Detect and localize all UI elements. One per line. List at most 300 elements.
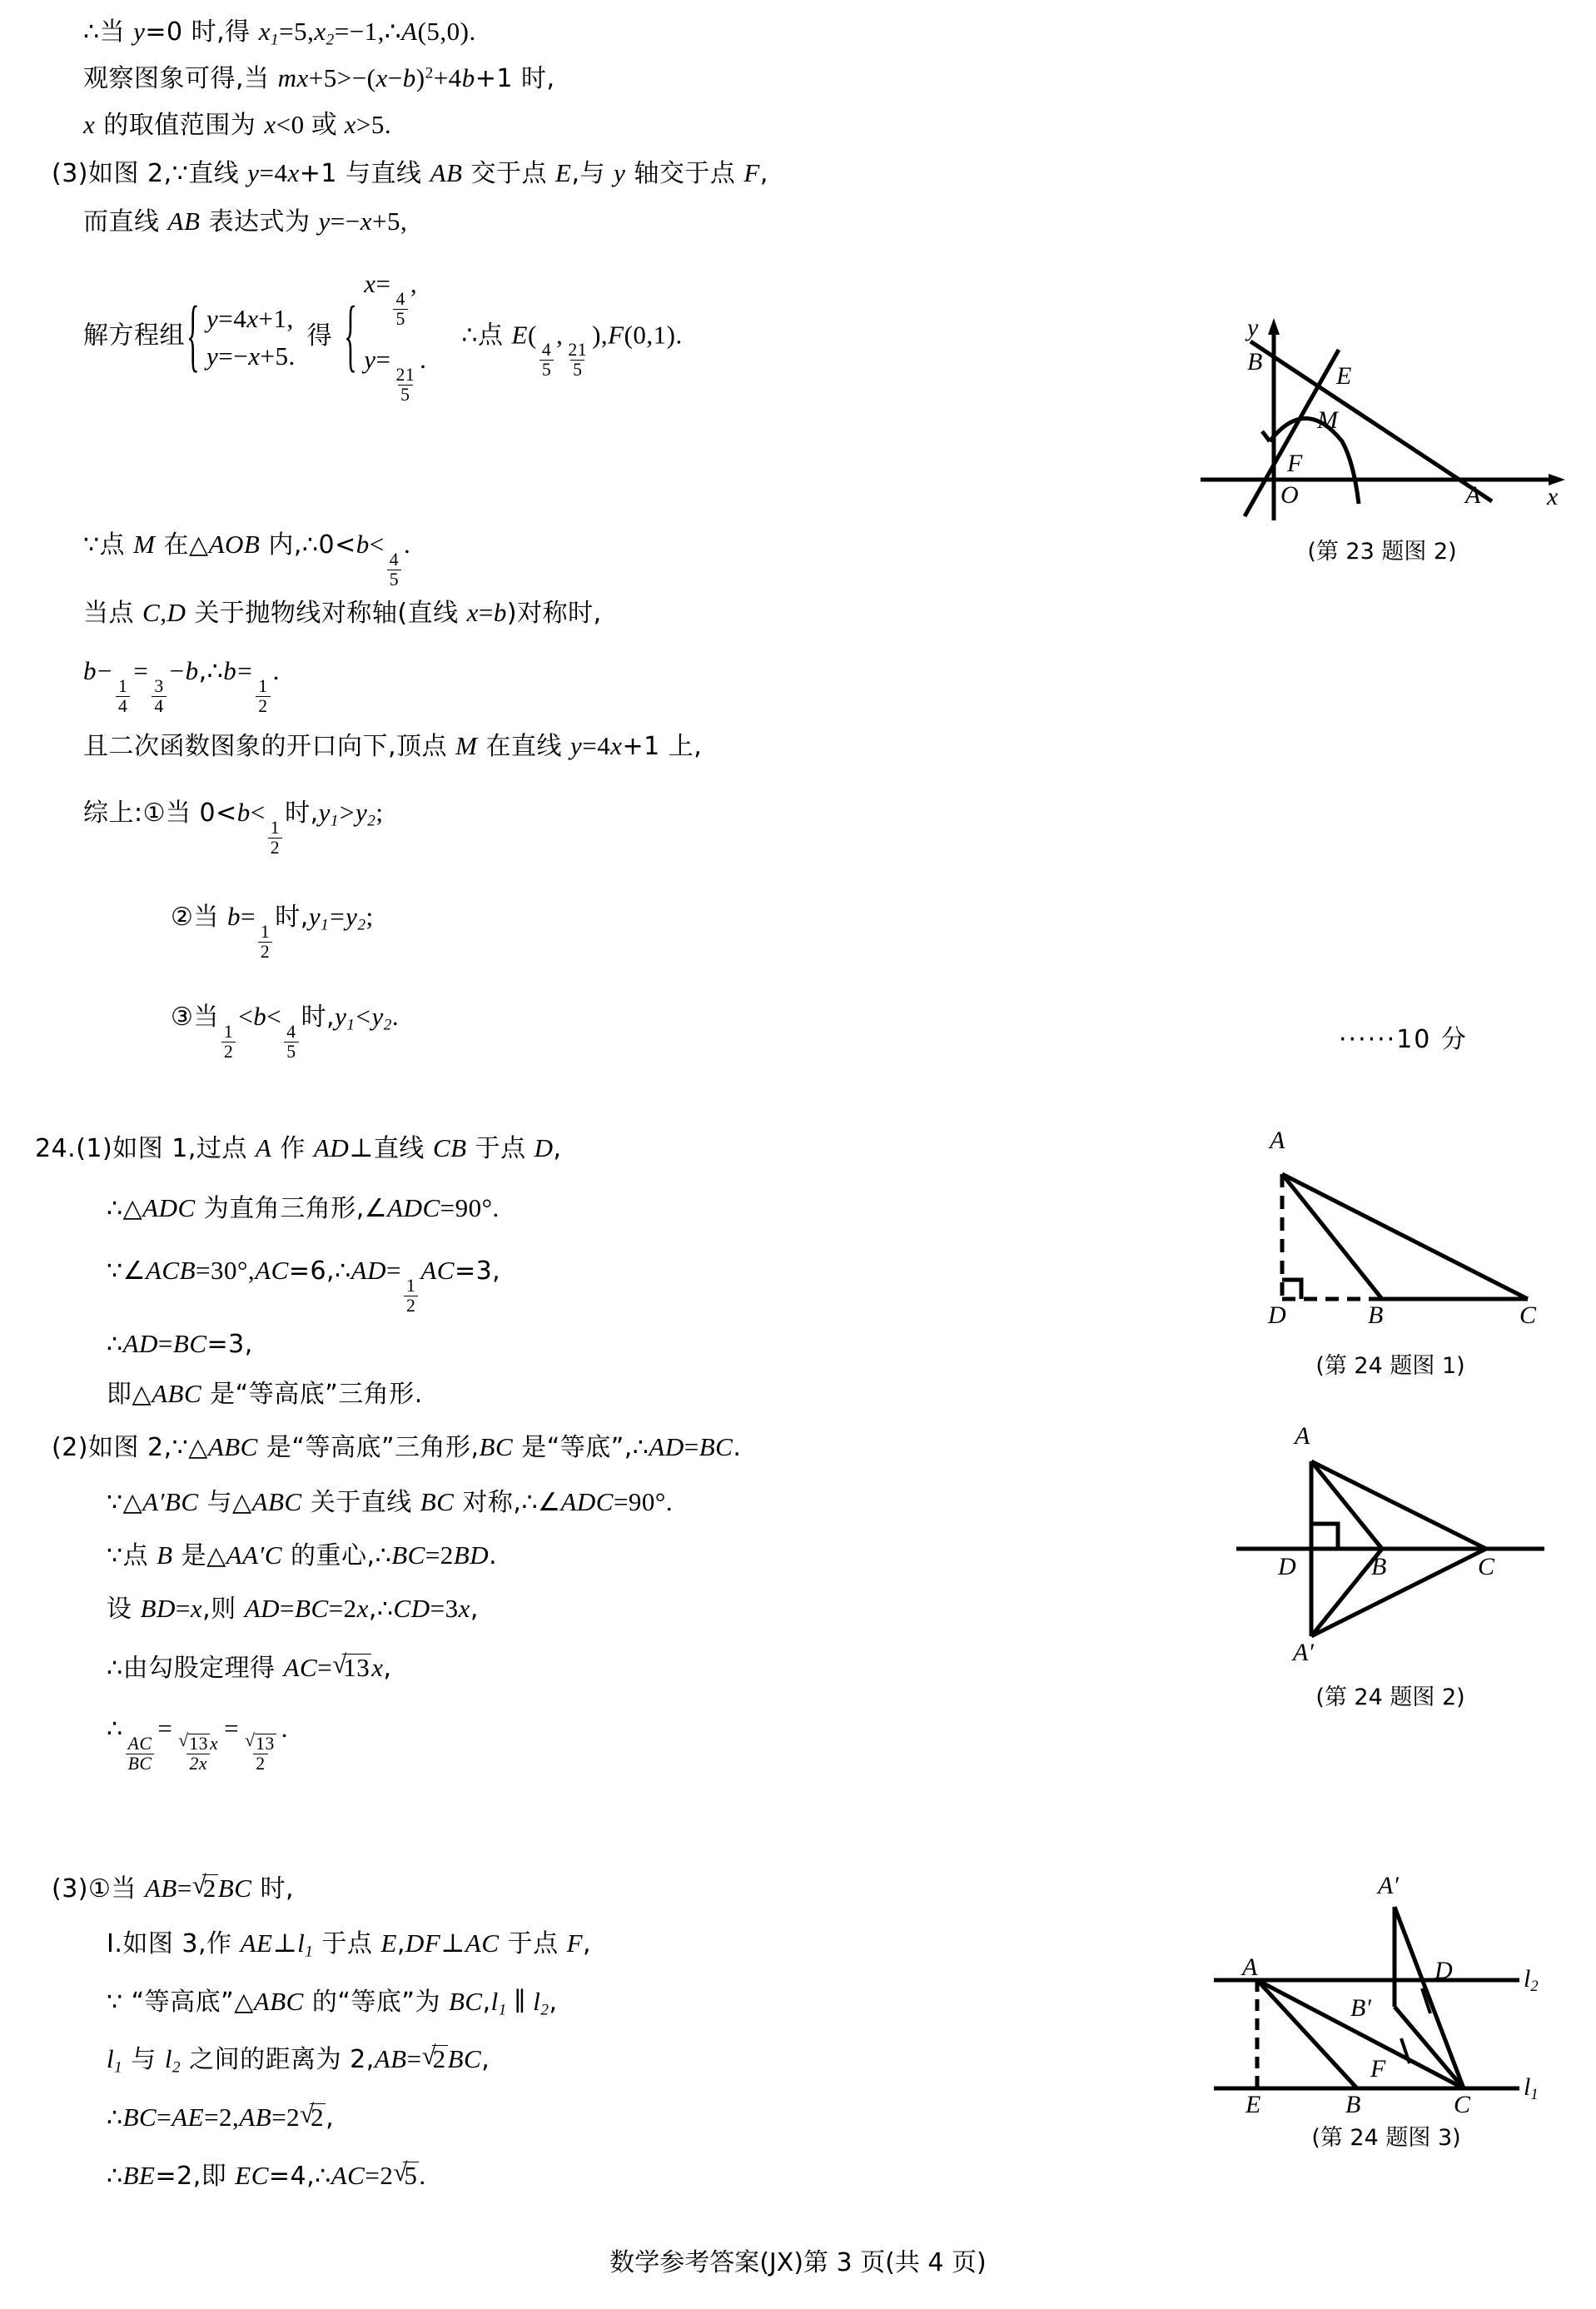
figure-label-E: E [1245,2091,1261,2118]
text-run: =4 [259,158,288,187]
text-run: b [226,902,241,931]
text-run: x [360,207,372,236]
text-run: = [317,1653,333,1682]
text-run: , [481,2045,490,2074]
q23-equation-system-row [83,271,683,405]
text-run: =3 [430,1594,459,1623]
text-run: 是“等高底”三角形. [201,1380,423,1409]
text-run: AB [167,207,201,236]
text-run: 24.(1)如图 1,过点 [35,1134,256,1163]
text-run: 于点 [499,1929,567,1958]
text-run: (2)如图 2,∵△ [52,1433,208,1462]
text-run: =− [218,341,249,371]
sqrt [300,2102,326,2130]
text-run: ), [592,320,609,350]
denominator: 2 [253,1754,267,1774]
fraction [565,341,589,380]
text-run: =2 [425,1540,454,1570]
text-run: >5. [355,110,392,139]
q23-line-9 [83,658,280,715]
radicand: 13 [256,1733,275,1754]
numerator: 1 [117,675,128,696]
text-run: x [83,110,96,139]
text-run: 时, [301,1003,336,1032]
text-run: ADC [142,1193,196,1222]
text-run: = [157,1714,173,1743]
text-run: ; [365,902,374,931]
q23-line-3 [83,112,391,138]
text-run: ∵点 [107,1541,157,1570]
text-run: ABC [251,1487,302,1516]
text-run: . [420,345,427,375]
figure-label-l2 [1524,1965,1539,1996]
denominator: 5 [570,360,584,380]
text-run: = [375,345,391,375]
text-run: ,∴ [368,1595,394,1624]
figure-label-D: D [1278,1553,1296,1580]
denominator: 2 [404,1296,418,1316]
text-run: − [387,63,403,92]
fraction [221,1023,236,1062]
text-run: , [396,1929,405,1958]
q24-line-14 [107,1988,558,2018]
text-run: < [266,1002,282,1031]
text-run: b [236,798,251,827]
text-run: y [364,345,376,375]
text-run: AB [144,1874,177,1903]
text-run: 是“等高底”三角形, [257,1433,480,1462]
text-run: ( [527,320,537,350]
text-run: =2 [328,1594,357,1623]
figure-label-B: B [1345,2091,1361,2118]
text-run: = [177,1874,192,1903]
figure-label-B: B [1371,1553,1387,1580]
text-run: EC [235,2161,269,2190]
denominator: 4 [152,696,166,716]
text-run: ABC [207,1432,258,1461]
text-run: − [169,656,185,685]
figure-q24-2-caption: (第 24 题图 2) [1315,1684,1465,1710]
text-run: BC [447,2044,482,2073]
text-run: b [402,63,416,92]
sqrt [422,2044,448,2072]
text-run: ∴点 [461,321,512,351]
text-run: <0 或 [276,110,345,139]
text-run: , [470,1595,479,1624]
text-run: y [318,798,331,827]
text-run: BC [217,1874,252,1903]
fraction [176,1733,221,1774]
text-run: < [369,530,385,559]
fraction [404,1276,418,1316]
text-run: 1 [1530,2086,1539,2104]
q24-line-2 [107,1195,500,1222]
denominator: 5 [284,1042,298,1062]
text-run: AC [255,1256,289,1285]
text-run: 1 [346,1016,355,1034]
fraction [152,677,166,716]
text-run: A [255,1133,272,1162]
q24-line-8 [107,1542,497,1569]
text-run: BC [295,1594,329,1623]
text-run: x [258,17,271,46]
text-run: +5, [372,207,408,236]
text-run: x [610,731,623,760]
fraction [393,366,417,405]
figure-label-F: F [1370,2055,1386,2083]
text-run: = [224,1714,240,1743]
figure-q24-1-svg [1211,1145,1569,1311]
text-run: ; [375,798,384,827]
text-run: y [614,158,626,187]
text-run: AB [239,2102,272,2132]
numerator: 1 [260,921,271,942]
text-run: E [555,158,572,187]
radicand: 2 [432,2044,446,2073]
text-run: 2 [326,31,335,49]
text-run: 观察图象可得,当 [83,64,278,93]
numerator: 1 [270,817,281,838]
text-run: DF [405,1928,441,1958]
q24-line-13 [107,1930,591,1960]
text-run: ∴ [107,2103,123,2132]
text-run: 之间的距离为 2, [181,2045,375,2074]
text-run: 设 [107,1595,141,1624]
text-run: 时, [275,903,309,932]
denominator: 2 [221,1042,236,1062]
text-run: 2 [367,812,376,830]
text-run: y [355,798,368,827]
denominator: 2x [186,1754,209,1774]
q24-line-15 [107,2044,490,2076]
text-run: , [383,1654,392,1683]
text-run: AA′C [226,1540,283,1570]
text-run: CD [393,1594,430,1623]
page-footer: 数学参考答案(JX)第 3 页(共 4 页) [609,2248,987,2277]
numerator: 4 [286,1021,296,1042]
text-run: x [344,110,356,139]
text-run: < [250,798,266,827]
figure-q24-2-svg [1211,1416,1569,1682]
q23-score-note [1339,1025,1468,1054]
text-run: (0,1). [624,320,683,350]
text-run: ∴当 [83,17,134,47]
q24-line-16 [107,2102,334,2131]
q23-line-8 [83,600,602,626]
fraction [284,1023,298,1062]
text-run: 是△ [172,1541,226,1570]
numerator: 21 [568,340,588,361]
text-run: Ⅰ.如图 3,作 [107,1929,241,1958]
text-run: x [458,1594,470,1623]
numerator: AC [127,1733,152,1754]
text-run: , [326,2103,335,2132]
q24-line-3 [107,1257,500,1315]
text-run: E [380,1928,397,1958]
text-run: = [478,598,494,627]
text-run: =4 [218,304,247,334]
q23-line-2 [83,65,554,92]
text-run: ⊥ [272,1928,298,1958]
fraction [258,923,272,962]
text-run: 关于直线 [301,1488,420,1517]
text-run: ∴△ [107,1194,143,1223]
text-run: F [608,320,624,350]
text-run: =2,即 [155,2162,236,2191]
text-run: = [280,1594,296,1623]
text-run: mx [277,63,309,92]
fraction [268,819,282,858]
figure-label-B: B [1247,348,1263,376]
text-run: ABC [253,1987,304,2016]
left-brace: { [344,291,358,382]
text-run: y [371,1002,384,1031]
equation-system-2 [344,271,426,405]
text-run: B [157,1540,173,1570]
text-run: AC [331,2161,365,2190]
text-run: ⊥ [349,1133,374,1162]
text-run: 1 [305,1943,314,1961]
q24-line-17 [107,2161,426,2189]
numerator: 4 [541,340,552,361]
text-run: AB [430,158,463,187]
text-run: ADC [560,1487,614,1516]
radicand: 5 [404,2161,418,2190]
figure-q24-3-svg [1199,1874,1574,2123]
figure-label-C: C [1454,2091,1471,2118]
q24-line-11 [107,1715,288,1773]
text-run: 与△ [198,1488,252,1517]
text-run: , [759,159,768,188]
text-run: , [482,1988,491,2017]
text-run: x [466,598,479,627]
numerator: 1 [223,1021,234,1042]
text-run: BC [391,1540,425,1570]
text-run: 时, [285,799,319,828]
text-run: BE [122,2161,156,2190]
text-run: ) [415,63,425,92]
text-run: 2 [172,2058,181,2077]
figure-q24-2 [1211,1416,1569,1682]
text-run: = [133,656,149,685]
sqrt [245,1733,276,1754]
fraction [539,341,554,380]
text-run: (5,0). [417,17,476,46]
text-run: l [107,2044,115,2073]
q23-line-5 [83,208,407,235]
text-run: =6,∴ [288,1257,351,1286]
text-run: M [133,530,156,559]
denominator: BC [126,1754,155,1774]
text-run: ∴ [107,2162,123,2191]
text-run: =0 时,得 [145,17,259,47]
text-run: ,则 [202,1595,245,1624]
text-run: < [238,1002,254,1031]
text-run: ACB [145,1256,196,1285]
text-run: = [375,269,391,298]
text-run: ②当 [171,903,227,932]
text-run: BC [479,1432,514,1461]
text-run: 交于点 [462,159,556,188]
text-run: . [419,2161,426,2190]
q24-line-1 [35,1135,562,1162]
text-run: (3)如图 2,∵直线 [52,159,248,188]
text-run: F [743,158,760,187]
text-run: CB [432,1133,467,1162]
figure-label-B: B [1368,1301,1384,1329]
text-run: b [253,1002,267,1031]
text-run: =3, [206,1330,253,1359]
q24-line-9 [107,1595,479,1622]
text-run: 对称,∴∠ [454,1488,561,1517]
figure-label-C: C [1519,1301,1537,1329]
figure-q23-2 [1199,316,1565,525]
q23-line-12 [171,903,374,961]
text-run: =2 [271,2102,301,2132]
text-run: =30°, [196,1256,256,1285]
text-run: y [206,304,219,334]
text-run: +1 与直线 [299,159,430,188]
figure-q24-3 [1199,1874,1574,2123]
figure-label-D: D [1434,1957,1453,1984]
figure-label-y-axis: y [1247,314,1259,341]
text-run: l [490,1987,499,2016]
text-run: x [371,1653,384,1682]
text-run: 与 [122,2045,165,2074]
text-run: 1 [271,31,280,49]
text-run: x [190,1594,203,1623]
figure-label-l1 [1524,2073,1539,2104]
denominator: 5 [539,360,554,380]
q23-line-1 [83,18,476,48]
text-run: +4 [433,63,462,92]
figure-q23-2-caption: (第 23 题图 2) [1307,539,1457,565]
text-run: D [534,1133,554,1162]
text-run: A′BC [142,1487,199,1516]
text-run: y [308,902,321,931]
text-run: 的取值范围为 [95,111,265,140]
numerator: 1 [405,1275,416,1296]
text-run: 于点 [313,1929,381,1958]
text-run: M [455,731,478,760]
figure-label-A: A [1295,1422,1310,1450]
text-run: ,与 [571,159,614,188]
text-run: = [175,1594,191,1623]
figure-q24-1-caption: (第 24 题图 1) [1315,1353,1465,1379]
text-run: AD [649,1432,684,1461]
figure-label-origin: O [1280,481,1299,509]
text-run: AE [240,1928,273,1958]
text-run: =4 [582,731,611,760]
text-run: y [206,341,219,371]
text-run: b [461,63,475,92]
text-run: +5. [260,341,296,371]
score-text: ······10 分 [1339,1025,1468,1054]
text-run: F [566,1928,584,1958]
text-run: < [355,1002,371,1031]
de-label: 得 [306,321,333,351]
numerator: 4 [389,549,400,570]
figure-label-A: A [1270,1127,1285,1154]
text-run: AC [283,1653,318,1682]
text-run: 时, [251,1874,294,1903]
q23-line-4 [52,160,768,187]
text-run: AB [374,2044,407,2073]
text-run: , [583,1929,592,1958]
text-run: =90°. [613,1487,674,1516]
text-run: 直线 [373,1134,433,1163]
text-run: )对称时, [506,599,602,628]
text-run: 是“等底”,∴ [513,1433,649,1462]
text-run: 即△ [107,1380,152,1409]
text-run: ∥ [506,1987,534,2016]
figure-q24-1 [1211,1127,1569,1329]
text-run: = [237,656,253,685]
numerator: 1 [258,675,268,696]
sqrt [192,1874,218,1901]
radicand: 13 [343,1653,370,1682]
text-run: ∵点 [83,530,134,560]
text-run: x [248,341,261,371]
text-run: = [240,902,256,931]
fraction [242,1733,279,1774]
text-run: =2 [365,2161,394,2190]
text-run: x [264,110,276,139]
text-run: . [391,1002,400,1031]
text-run: +1 时, [475,64,555,93]
text-run: =2, [204,2102,240,2132]
text-run: BC [449,1987,483,2016]
denominator: 2 [256,696,270,716]
text-run: x [287,158,300,187]
text-run: 为直角三角形,∠ [195,1194,388,1223]
text-run: b [83,656,97,685]
text-run: y [335,1002,347,1031]
text-run: ADC [387,1193,440,1222]
text-run: 而直线 [83,207,168,236]
text-run: ∵ “等高底”△ [107,1988,254,2017]
text-run: =4,∴ [268,2162,331,2191]
text-run: AD [351,1256,386,1285]
sqrt [393,2161,419,2188]
figure-label-F: F [1287,450,1303,477]
text-run: A [401,17,418,46]
text-run: 2 [1530,1978,1539,1996]
text-run: b [493,598,507,627]
text-run: y [247,158,260,187]
text-run: 在△ [155,530,209,560]
text-run: 的重心,∴ [282,1541,392,1570]
text-run: y [318,207,331,236]
text-run: 轴交于点 [625,159,744,188]
q24-line-7 [107,1489,673,1515]
q24-line-12 [52,1874,294,1902]
figure-label-A-prime: A′ [1293,1639,1314,1666]
text-run: x [356,1594,369,1623]
text-run: = [386,1256,401,1285]
text-run: x [246,304,259,334]
text-run: AC [420,1256,455,1285]
fraction [126,1734,155,1774]
text-run: +1, [258,304,294,334]
numerator: 21 [395,365,415,386]
text-run: l [297,1928,306,1958]
text-run: ∴ [107,1714,123,1744]
denominator: 5 [387,570,401,590]
text-run: = [157,1329,173,1358]
figure-label-E: E [1336,362,1352,390]
q23-line-13 [171,1003,399,1061]
